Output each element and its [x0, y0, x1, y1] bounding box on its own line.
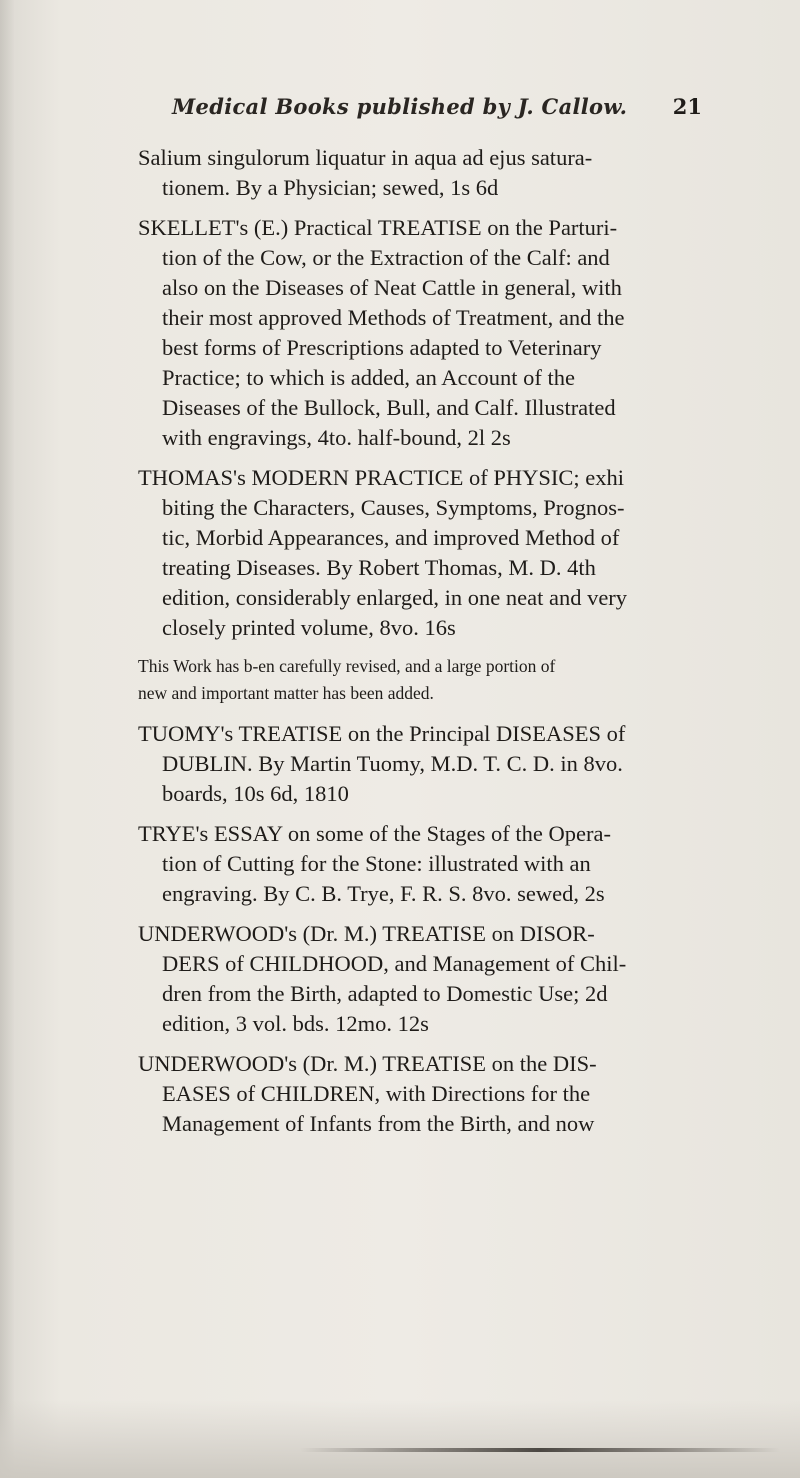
entry-line: Practice; to which is added, an Account of the — [162, 365, 575, 390]
running-head — [172, 94, 702, 128]
entry-line: boards, 10s 6d, 1810 — [162, 781, 349, 806]
page-bottom-shadow — [0, 1400, 800, 1478]
entry-line: EASES of CHILDREN, with Directions for the — [162, 1081, 591, 1106]
entry-line: SKELLET's (E.) Practical TREATISE on the Parturi- — [138, 215, 618, 240]
catalogue-text — [138, 143, 788, 1149]
entry-line: THOMAS's MODERN PRACTICE of PHYSIC; exhi — [138, 465, 624, 490]
catalogue-entry — [138, 1049, 788, 1139]
entry-line: tion of Cutting for the Stone: illustrated with an — [162, 851, 591, 876]
entry-line: dren from the Birth, adapted to Domestic Use; 2d — [162, 981, 608, 1006]
entry-line: tic, Morbid Appearances, and improved Method of — [162, 525, 620, 550]
running-title: Medical Books published by J. Callow. — [172, 94, 628, 119]
note-line: This Work has b-en carefully revised, and a large portion of — [138, 656, 556, 676]
note-line: new and important matter has been added. — [138, 683, 434, 703]
page-gutter-edge — [0, 0, 14, 1478]
entry-line: TRYE's ESSAY on some of the Stages of the Opera- — [138, 821, 611, 846]
page-number: 21 — [672, 94, 702, 119]
entry-line: with engravings, 4to. half-bound, 2l 2s — [162, 425, 511, 450]
entry-line: tionem. By a Physician; sewed, 1s 6d — [162, 175, 499, 200]
entry-line: Diseases of the Bullock, Bull, and Calf. Illustrated — [162, 395, 616, 420]
entry-line: tion of the Cow, or the Extraction of the Calf: and — [162, 245, 610, 270]
catalogue-entry — [138, 463, 788, 643]
entry-line: biting the Characters, Causes, Symptoms, Prognos- — [162, 495, 625, 520]
entry-line: UNDERWOOD's (Dr. M.) TREATISE on the DIS- — [138, 1051, 597, 1076]
entry-line: engraving. By C. B. Trye, F. R. S. 8vo. sewed, 2s — [162, 881, 605, 906]
entry-line: also on the Diseases of Neat Cattle in general, with — [162, 275, 622, 300]
catalogue-entry — [138, 213, 788, 453]
entry-line: UNDERWOOD's (Dr. M.) TREATISE on DISOR- — [138, 921, 595, 946]
entry-line: treating Diseases. By Robert Thomas, M. D. 4th — [162, 555, 596, 580]
catalogue-entry — [138, 143, 788, 203]
entry-line: edition, 3 vol. bds. 12mo. 12s — [162, 1011, 429, 1036]
entry-line: closely printed volume, 8vo. 16s — [162, 615, 456, 640]
entry-line: Salium singulorum liquatur in aqua ad ejus satura- — [138, 145, 593, 170]
entry-line: TUOMY's TREATISE on the Principal DISEASES of — [138, 721, 626, 746]
entry-line: edition, considerably enlarged, in one neat and very — [162, 585, 628, 610]
entry-line: best forms of Prescriptions adapted to Veterinary — [162, 335, 602, 360]
page-edge-stroke — [300, 1448, 780, 1452]
entry-line: DERS of CHILDHOOD, and Management of Chil- — [162, 951, 627, 976]
catalogue-entry — [138, 919, 788, 1039]
catalogue-entry — [138, 719, 788, 809]
entry-line: Management of Infants from the Birth, and now — [162, 1111, 595, 1136]
entry-line: DUBLIN. By Martin Tuomy, M.D. T. C. D. in 8vo. — [162, 751, 623, 776]
catalogue-entry — [138, 819, 788, 909]
entry-note — [138, 653, 788, 707]
entry-line: their most approved Methods of Treatment, and the — [162, 305, 625, 330]
